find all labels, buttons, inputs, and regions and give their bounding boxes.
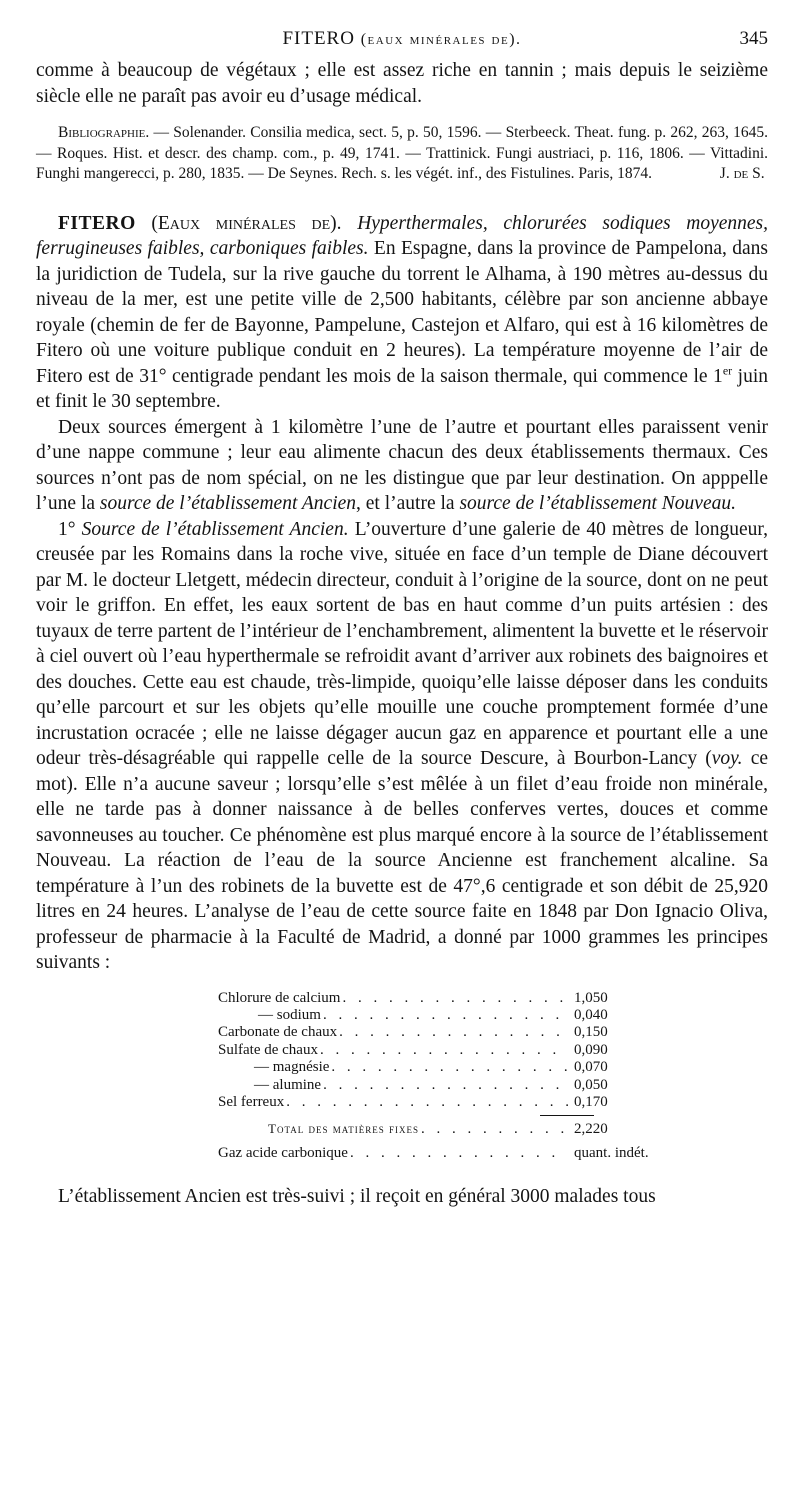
table-row-label: — magnésie — [254, 1059, 330, 1076]
source-nouveau-name: source de l’établissement Nouveau. — [459, 493, 736, 514]
table-row-label: Carbonate de chaux — [218, 1024, 338, 1041]
table-row — [218, 1059, 638, 1076]
source-ancien-text-b: ce mot). Elle n’a aucune saveur ; lorsqu’elle s’est mêlée à un filet d’eau froide non minérale, elle ne tarde pas à donner naissance à de belles conferves vertes, douces et comme savonneuses au toucher. Ce phénomène est plus marqué encore à la source de l’établissement Nouveau. La réaction de l’eau de la source Ancienne est franchement alcaline. Sa température à l’un des robinets de la buvette est de 47°,6 centigrade et son débit de 25,920 litres en 24 heures. L’analyse de l’eau de cette source faite en 1848 par Don Ignacio Oliva, professeur de pharmacie à la Faculté de Madrid, a donné par 1000 grammes les principes suivants : — [36, 748, 768, 973]
table-row-value: 0,070 — [574, 1059, 608, 1076]
bibliography — [36, 123, 768, 185]
gas-value: quant. indét. — [574, 1144, 649, 1161]
total-label: Total des matières fixes — [268, 1121, 419, 1137]
entry-headword: FITERO — [58, 212, 136, 234]
table-row-label: — alumine — [254, 1076, 322, 1093]
gas-label: Gaz acide carbonique — [218, 1144, 348, 1161]
entry-intro-end: juin et finit le 30 septembre. — [36, 365, 768, 412]
table-row-value: 0,150 — [574, 1024, 608, 1041]
entry-headword-sub: (Eaux minérales de). — [151, 212, 342, 234]
running-title-sub: (eaux minérales de). — [360, 31, 522, 48]
entry-intro-paragraph — [36, 211, 768, 415]
table-total-row — [218, 1120, 638, 1138]
total-value: 2,220 — [574, 1121, 608, 1138]
running-header — [36, 28, 768, 58]
final-paragraph: L’établissement Ancien est très-suivi ; il reçoit en général 3000 malades tous — [58, 1186, 656, 1208]
table-row-value: 1,050 — [574, 989, 608, 1006]
entry-classification: Hyperthermales, chlorurées sodiques moyennes, ferrugineuses faibles, carboniques faibles. — [36, 212, 769, 259]
table-row — [218, 1007, 638, 1024]
table-row — [218, 1094, 638, 1111]
source-ancien-text-a: L’ouverture d’une galerie de 40 mètres de longueur, creusée par les Romains dans la roche vive, située en face d’un temple de Diane découvert par M. le docteur Lletgett, médecin directeur, conduit à l’origine de la source, dont on ne peut voir le griffon. En effet, les eaux sortent de bas en haut comme d’un puits artésien : des tuyaux de terre partent de l’intérieur de l’enchambrement, alimentent la buvette et le réservoir à ciel ouvert où l’eau hyperthermale se refroidit avant d’arriver aux robinets des baignoires et des douches. Cette eau est chaude, très-limpide, quoiqu’elle laisse déposer dans les conduits qu’elle parcourt et sur les objets qu’elle mouille une couche promptement formée d’une incrustation ocracée ; elle ne laisse dégager aucun gaz en apparence et pourtant elle a une odeur très-désagréable qui rappelle celle de la source Descure, à Bourbon-Lancy ( — [36, 518, 769, 769]
section-number: 1° — [58, 518, 82, 540]
running-title-main: FITERO — [282, 28, 355, 49]
table-row-label: — sodium — [258, 1006, 321, 1023]
running-title — [36, 28, 768, 50]
source-ancien-paragraph — [36, 517, 768, 976]
prev-entry-paragraph: comme à beaucoup de végétaux ; elle est assez riche en tannin ; mais depuis le seizième siècle elle ne paraît pas avoir eu d’usage médical. — [36, 60, 768, 107]
bibliography-label: Bibliographie. — [58, 124, 150, 141]
table-row-value: 0,090 — [574, 1041, 608, 1058]
table-row — [218, 1024, 638, 1041]
entry-intro-text: En Espagne, dans la province de Pampelona, dans la juridiction de Tudela, sur la rive gauche du torrent le Alhama, à 190 mètres au-dessus du niveau de la mer, est une petite ville de 2,500 habitants, célèbre par son ancienne abbaye royale (chemin de fer de Bayonne, Pampelune, Castejon et Alfaro, qui est à 16 kilomètres de Fitero où une voiture publique conduit en 2 heures). La température moyenne de l’air de Fitero est de 31° centigrade pendant les mois de la saison thermale, qui commence le 1 — [36, 238, 768, 387]
source-ancien-name: source de l’établissement Ancien — [99, 493, 357, 514]
sources-text-mid: , et l’autre la — [356, 493, 460, 514]
sources-paragraph — [36, 415, 768, 517]
table-row-value: 0,170 — [574, 1093, 608, 1110]
table-row-label: Sel ferreux — [218, 1093, 285, 1110]
table-row-label: Chlorure de calcium — [218, 989, 341, 1006]
page — [36, 28, 768, 1210]
voy-reference: voy. — [711, 748, 743, 769]
table-row — [218, 1042, 638, 1059]
superscript-er: er — [722, 363, 733, 377]
sum-rule — [540, 1115, 594, 1116]
table-row-label: Sulfate de chaux — [218, 1041, 318, 1058]
bibliography-text: — Solenander. Consilia medica, sect. 5, p. 50, 1596. — Sterbeeck. Theat. fung. p. 262, 263, 1645. — Roques. Hist. et descr. des champ. com., p. 49, 1741. — Trattinick. Fungi austriaci, p. 116, 1806. — Vittadini. Funghi mangerecci, p. 280, 1835. — De Seynes. Rech. s. les végét. inf., des Fistulines. Paris, 1874. — [36, 124, 769, 182]
author-signature: J. de S. — [719, 165, 765, 182]
table-gas-row — [218, 1144, 649, 1162]
table-row-value: 0,050 — [574, 1076, 608, 1093]
table-row-value: 0,040 — [574, 1006, 608, 1023]
section-title: Source de l’établissement Ancien. — [81, 518, 349, 540]
page-number: 345 — [739, 28, 768, 49]
sources-text-start: Deux sources émergent à 1 kilomètre l’une de l’autre et pourtant elles paraissent venir d’une nappe commune ; leur eau alimente chacun des deux établissements thermaux. Ces sources n’ont pas de nom spécial, on ne les distingue que par leur destination. On apppelle l’une la — [36, 416, 768, 514]
table-row — [218, 990, 638, 1007]
table-row — [218, 1077, 638, 1094]
analysis-table — [218, 989, 649, 1163]
